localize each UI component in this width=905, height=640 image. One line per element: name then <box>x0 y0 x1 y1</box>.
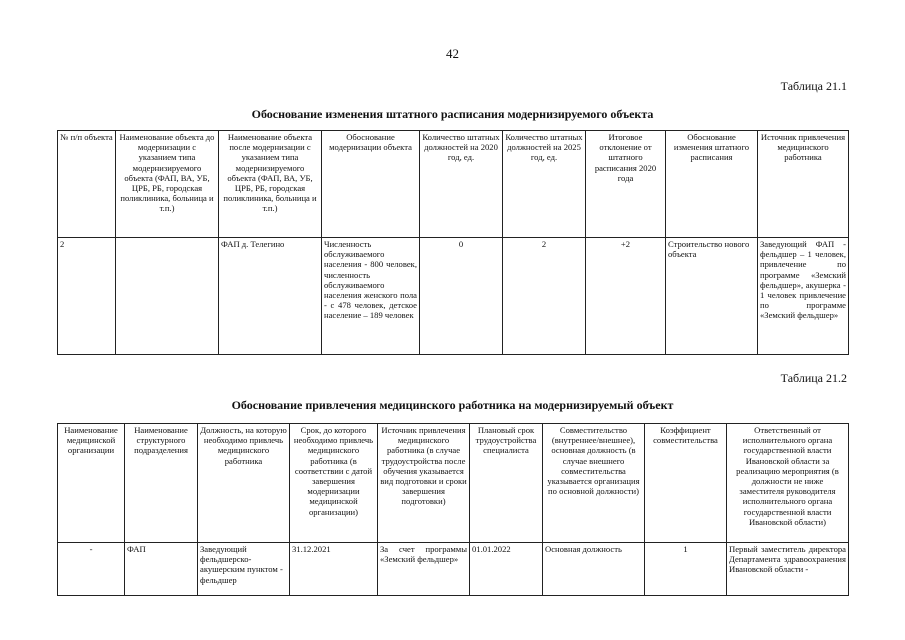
table-cell: Первый заместитель директора Департамента здравоохранения Ивановской области - <box>727 543 849 596</box>
page-number: 42 <box>446 46 459 61</box>
table-cell: 2 <box>503 238 586 355</box>
table-cell <box>116 238 219 355</box>
table-cell: ФАП д. Телегино <box>219 238 322 355</box>
header-cell: Срок, до которого необходимо привлечь медицинского работника (в соответствии с датой завершения модернизации медицинской организации) <box>290 424 378 543</box>
table-cell: За счет программы «Земский фельдшер» <box>378 543 470 596</box>
header-cell: Источник привлечения медицинского работника (в случае трудоустройства после обучения указывается вид подготовки и сроки завершения подготовки) <box>378 424 470 543</box>
table-cell: Основная должность <box>543 543 645 596</box>
staffing-justification-table <box>57 130 849 355</box>
table-cell: Строительство нового объекта <box>666 238 758 355</box>
table-header-row <box>58 131 849 238</box>
header-cell: Наименование объекта после модернизации с указанием типа модернизируемого объекта (ФАП, ВА, УБ, ЦРБ, РБ, городская поликлиника, больница и т.п.) <box>219 131 322 238</box>
table-row <box>58 543 849 596</box>
table-cell: Численность обслуживаемого населения - 800 человек, численность обслуживаемого населения женского пола - с 478 человек, детское население – 189 человек <box>322 238 420 355</box>
table-21-1-tag: Таблица 21.1 <box>780 79 847 93</box>
header-cell: Количество штатных должностей на 2025 год, ед. <box>503 131 586 238</box>
table-cell: 31.12.2021 <box>290 543 378 596</box>
table-cell: +2 <box>586 238 666 355</box>
header-cell: Совместительство (внутреннее/внешнее), основная должность (в случае внешнего совместительства указывается организация по основной должности) <box>543 424 645 543</box>
header-cell: Наименование объекта до модернизации с указанием типа модернизируемого объекта (ФАП, ВА, УБ, ЦРБ, РБ, городская поликлиника, больница и т.п.) <box>116 131 219 238</box>
table-cell: 1 <box>645 543 727 596</box>
table-header-row <box>58 424 849 543</box>
table-21-1-title: Обоснование изменения штатного расписания модернизируемого объекта <box>251 107 654 121</box>
table-21-2-title: Обоснование привлечения медицинского работника на модернизируемый объект <box>231 398 674 412</box>
table-row <box>58 238 849 355</box>
header-cell: Наименование структурного подразделения <box>125 424 198 543</box>
header-cell: Плановый срок трудоустройства специалиста <box>470 424 543 543</box>
table-cell: Заведующий ФАП - фельдшер – 1 человек, привлечение по программе «Земский фельдшер», акушерка - 1 человек привлечение по программе «Земский фельдшер» <box>758 238 849 355</box>
header-cell: Итоговое отклонение от штатного расписания 2020 года <box>586 131 666 238</box>
header-cell: Количество штатных должностей на 2020 год, ед. <box>420 131 503 238</box>
header-cell: Ответственный от исполнительного органа государственной власти Ивановской области за реализацию мероприятия (в должности не ниже заместителя руководителя исполнительного органа государственной власти Ивановской области) <box>727 424 849 543</box>
table-cell: - <box>58 543 125 596</box>
header-cell: Должность, на которую необходимо привлечь медицинского работника <box>198 424 290 543</box>
header-cell: Обоснование изменения штатного расписания <box>666 131 758 238</box>
header-cell: Источник привлечения медицинского работника <box>758 131 849 238</box>
table-cell: Заведующий фельдшерско-акушерским пунктом - фельдшер <box>198 543 290 596</box>
table-cell: 2 <box>58 238 116 355</box>
table-cell: ФАП <box>125 543 198 596</box>
table-cell: 01.01.2022 <box>470 543 543 596</box>
table-cell: 0 <box>420 238 503 355</box>
worker-recruitment-table <box>57 423 849 596</box>
header-cell: Обоснование модернизации объекта <box>322 131 420 238</box>
table-21-2-tag: Таблица 21.2 <box>780 371 847 385</box>
header-cell: Коэффициент совместительства <box>645 424 727 543</box>
header-cell: Наименование медицинской организации <box>58 424 125 543</box>
header-cell: № п/п объекта <box>58 131 116 238</box>
